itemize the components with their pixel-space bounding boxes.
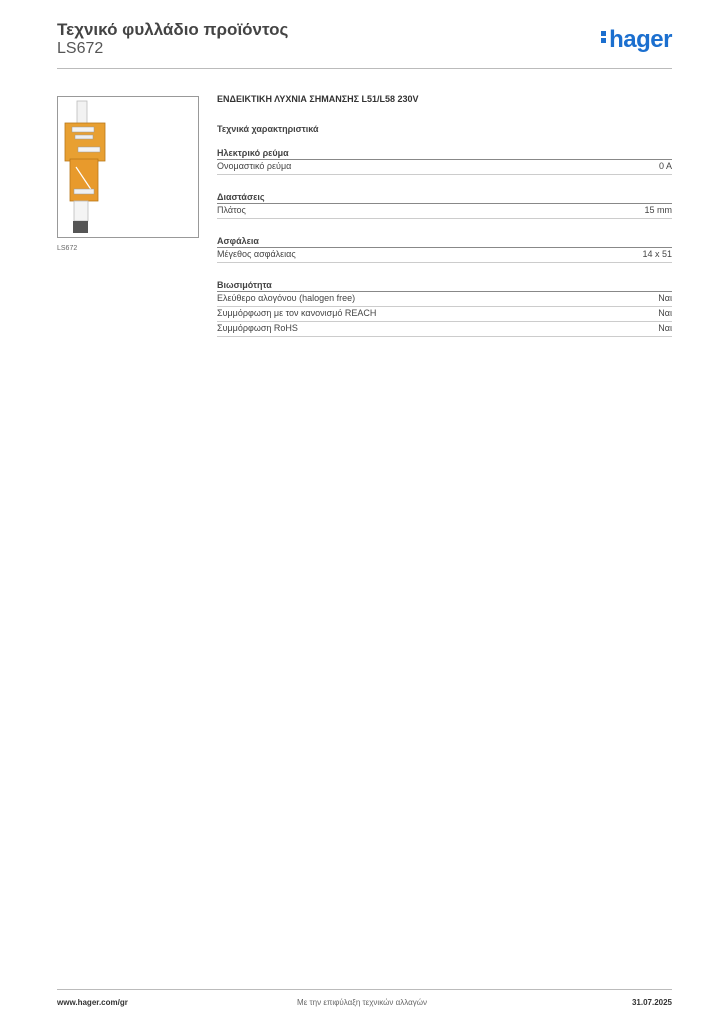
- footer-date: 31.07.2025: [631, 998, 672, 1007]
- footer-notice: Με την επιφύλαξη τεχνικών αλλαγών: [297, 998, 427, 1007]
- spec-label: Συμμόρφωση RoHS: [217, 323, 298, 333]
- section-title: Βιωσιμότητα: [217, 280, 672, 292]
- image-caption: LS672: [57, 245, 78, 252]
- section-dimensions: [217, 192, 672, 219]
- spec-value: 0 A: [658, 161, 672, 171]
- spec-row: [217, 322, 672, 337]
- tech-specs-heading: Τεχνικά χαρακτηριστικά: [217, 124, 319, 134]
- section-title: Διαστάσεις: [217, 192, 672, 204]
- logo-text: hager: [609, 26, 672, 53]
- spec-value: 15 mm: [644, 205, 672, 215]
- hager-logo[interactable]: [601, 28, 672, 52]
- logo-dots-icon: [601, 29, 607, 45]
- spec-value: 14 x 51: [642, 249, 672, 259]
- spec-row: [217, 248, 672, 263]
- footer-divider: [57, 989, 672, 990]
- spec-label: Ελεύθερο αλογόνου (halogen free): [217, 293, 356, 303]
- section-electrical: [217, 148, 672, 175]
- spec-row: [217, 160, 672, 175]
- spec-row: [217, 292, 672, 307]
- section-fuse: [217, 236, 672, 263]
- spec-label: Συμμόρφωση με τον κανονισμό REACH: [217, 308, 377, 318]
- spec-value: Ναι: [658, 293, 672, 303]
- spec-label: Πλάτος: [217, 205, 246, 215]
- product-code: LS672: [57, 40, 104, 57]
- product-image-frame: [57, 96, 199, 238]
- section-title: Ασφάλεια: [217, 236, 672, 248]
- spec-value: Ναι: [658, 308, 672, 318]
- spec-label: Μέγεθος ασφάλειας: [217, 249, 296, 259]
- spec-label: Ονομαστικό ρεύμα: [217, 161, 292, 171]
- indicator-lamp-product-image: [58, 97, 198, 237]
- spec-value: Ναι: [658, 323, 672, 333]
- product-name: ΕΝΔΕΙΚΤΙΚΗ ΛΥΧΝΙΑ ΣΗΜΑΝΣΗΣ L51/L58 230V: [217, 94, 419, 104]
- footer-website-link[interactable]: www.hager.com/gr: [57, 998, 128, 1007]
- section-sustainability: [217, 280, 672, 337]
- spec-row: [217, 204, 672, 219]
- page-title: Τεχνικό φυλλάδιο προϊόντος: [57, 20, 289, 39]
- spec-row: [217, 307, 672, 322]
- section-title: Ηλεκτρικό ρεύμα: [217, 148, 672, 160]
- spec-panel: [217, 94, 672, 345]
- header-divider: [57, 68, 672, 69]
